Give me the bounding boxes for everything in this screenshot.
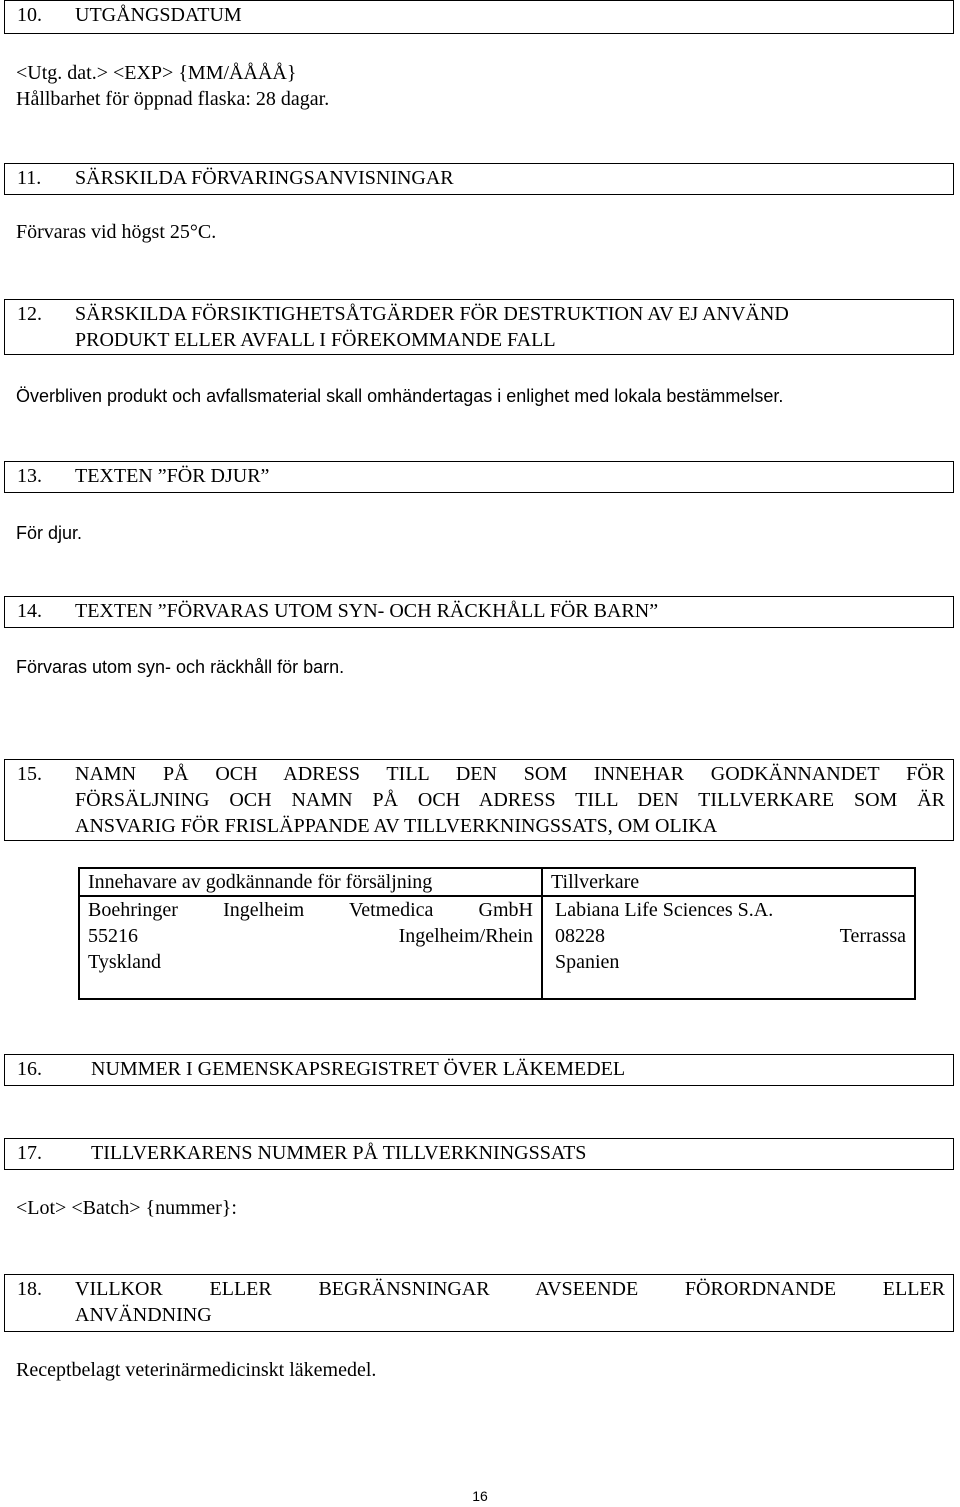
manufacturer-name: Labiana Life Sciences S.A.: [555, 899, 774, 921]
section-number: 18.: [17, 1278, 42, 1300]
section-15-header: [4, 759, 954, 841]
section-title-line-2: FÖRSÄLJNING OCH NAMN PÅ OCH ADRESS TILL DEN TILLVERKARE SOM ÄR: [75, 789, 945, 811]
manufacturer-country: Spanien: [555, 951, 620, 973]
section-title-line-1: SÄRSKILDA FÖRSIKTIGHETSÅTGÄRDER FÖR DESTRUKTION AV EJ ANVÄND: [75, 303, 789, 325]
section-title-line-1: VILLKOR ELLER BEGRÄNSNINGAR AVSEENDE FÖRORDNANDE ELLER: [75, 1278, 945, 1300]
section-title: TILLVERKARENS NUMMER PÅ TILLVERKNINGSSATS: [91, 1142, 587, 1164]
batch-number-text: <Lot> <Batch> {nummer}:: [16, 1197, 237, 1219]
section-12-header: [4, 299, 954, 355]
section-number: 13.: [17, 465, 42, 487]
section-number: 16.: [17, 1058, 42, 1080]
section-number: 10.: [17, 4, 42, 26]
section-13-header: [4, 461, 954, 493]
manufacturer-city: 08228 Terrassa: [555, 925, 906, 947]
child-safety-text: Förvaras utom syn- och räckhåll för barn.: [16, 657, 345, 677]
section-title-line-2: ANVÄNDNING: [75, 1304, 212, 1326]
holder-city: 55216 Ingelheim/Rhein: [88, 925, 533, 947]
section-17-header: [4, 1138, 954, 1170]
section-16-header: [4, 1054, 954, 1086]
section-title-line-2: PRODUKT ELLER AVFALL I FÖREKOMMANDE FALL: [75, 329, 556, 351]
disposal-text: Överbliven produkt och avfallsmaterial skall omhändertagas i enlighet med lokala bestämmelser.: [16, 386, 784, 406]
manufacturer-column-header: Tillverkare: [542, 868, 915, 896]
section-number: 11.: [17, 167, 42, 189]
manufacturer-address-cell: [542, 896, 915, 999]
shelf-life-text: Hållbarhet för öppnad flaska: 28 dagar.: [16, 88, 330, 110]
section-title-line-3: ANSVARIG FÖR FRISLÄPPANDE AV TILLVERKNINGSSATS, OM OLIKA: [75, 815, 718, 837]
holder-name: Boehringer Ingelheim Vetmedica GmbH: [88, 899, 533, 921]
section-title: UTGÅNGSDATUM: [75, 4, 242, 26]
storage-text: Förvaras vid högst 25°C.: [16, 221, 217, 243]
section-title: NUMMER I GEMENSKAPSREGISTRET ÖVER LÄKEMEDEL: [91, 1058, 626, 1080]
section-title: SÄRSKILDA FÖRVARINGSANVISNINGAR: [75, 167, 454, 189]
holder-column-header: Innehavare av godkännande för försäljning: [79, 868, 542, 896]
animal-use-text: För djur.: [16, 523, 83, 543]
page-number: 16: [472, 1488, 488, 1504]
holder-address-cell: [79, 896, 542, 999]
section-11-header: [4, 163, 954, 195]
section-title: TEXTEN ”FÖRVARAS UTOM SYN- OCH RÄCKHÅLL FÖR BARN”: [75, 600, 659, 622]
expiry-date-text: <Utg. dat.> <EXP> {MM/ÅÅÅÅ}: [16, 62, 297, 84]
section-18-header: [4, 1274, 954, 1332]
section-number: 17.: [17, 1142, 42, 1164]
prescription-text: Receptbelagt veterinärmedicinskt läkemedel.: [16, 1359, 377, 1381]
section-number: 14.: [17, 600, 42, 622]
section-title: TEXTEN ”FÖR DJUR”: [75, 465, 270, 487]
section-number: 12.: [17, 303, 42, 325]
section-14-header: [4, 596, 954, 628]
section-number: 15.: [17, 763, 42, 785]
holder-country: Tyskland: [88, 951, 162, 973]
section-title-line-1: NAMN PÅ OCH ADRESS TILL DEN SOM INNEHAR GODKÄNNANDET FÖR: [75, 763, 945, 785]
section-10-header: [4, 0, 954, 34]
marketing-authorisation-table: [78, 867, 916, 1000]
